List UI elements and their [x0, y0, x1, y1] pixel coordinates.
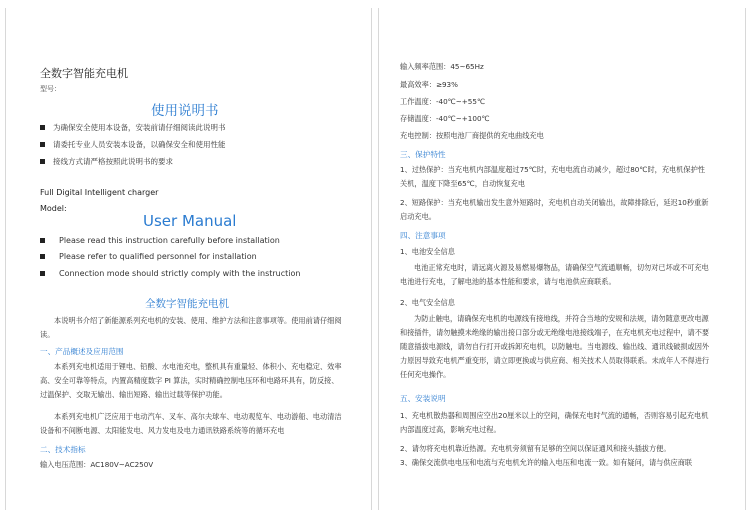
en-model-label: Model:: [40, 204, 67, 213]
section-main-title: 全数字智能充电机: [145, 298, 229, 310]
right-page: [378, 8, 746, 510]
section-3-heading: 三、保护特性: [400, 150, 446, 159]
section-4-sub-1: 1、电池安全信息: [400, 247, 455, 256]
cn-product-title: 全数字智能充电机: [40, 67, 128, 80]
section-3-item-2: 2、短路保护：当充电机输出发生意外短路时，充电机自动关闭输出，故障排除后，延迟10秒重新启动充电。: [400, 198, 709, 221]
bullet-square-icon: [40, 254, 45, 259]
section-5-item-3: 3、确保交流供电电压和电流与充电机允许的输入电压和电流一致。如有疑问，请与供应商联: [400, 458, 693, 467]
bullet-square-icon: [40, 142, 45, 147]
spec-charge-control: 充电控制：按照电池厂商提供的充电曲线充电: [400, 131, 544, 140]
spec-operating-temp: 工作温度：-40℃~+55℃: [400, 97, 486, 106]
cn-bullet-1: 为确保安全使用本设备，安装前请仔细阅读此说明书: [40, 122, 226, 133]
section-1-paragraph-2: 本系列充电机广泛应用于电动汽车、叉车、高尔夫球车、电动观览车、电动游船、电动清洁设备和不间断电源、太阳能发电、风力发电及电力通讯铁路系统等的循环充电: [40, 412, 342, 435]
cn-bullet-3: 接线方式请严格按照此说明书的要求: [40, 156, 173, 167]
section-5-item-2: 2、请勿将充电机靠近热源。充电机旁须留有足够的空间以保证通风和接头插拔方便。: [400, 444, 671, 453]
en-bullet-3: Connection mode should strictly comply with the instruction: [40, 269, 300, 278]
section-4-sub-2: 2、电气安全信息: [400, 298, 455, 307]
intro-paragraph: 本说明书介绍了新能源系列充电机的安装、使用、维护方法和注意事项等。使用前请仔细阅读。: [40, 316, 342, 339]
bullet-square-icon: [40, 159, 45, 164]
section-4-sub-1-paragraph: 电池正常充电时，请远离火源及易燃易爆物品，请确保空气流通顺畅，切勿对已坏或不可充电电池进行充电，了解电池的基本性能和要求，请与电池供应商联系。: [400, 263, 709, 286]
section-3-item-1: 1、过热保护：当充电机内部温度超过75℃时，充电电流自动减少，超过80℃时，充电机保护性关机，温度下降至65℃，自动恢复充电: [400, 165, 705, 188]
spec-input-frequency: 输入频率范围：45~65Hz: [400, 62, 484, 71]
en-bullet-1: Please read this instruction carefully before installation: [40, 236, 280, 245]
cn-bullet-2: 请委托专业人员安装本设备，以确保安全和使用性能: [40, 139, 226, 150]
left-page: [5, 8, 372, 510]
spec-input-voltage: 输入电压范围：AC180V~AC250V: [40, 460, 154, 469]
spec-max-efficiency: 最高效率：≥93%: [400, 80, 458, 89]
spec-storage-temp: 存储温度：-40℃~+100℃: [400, 114, 490, 123]
bullet-square-icon: [40, 125, 45, 130]
cn-manual-title: 使用说明书: [151, 103, 219, 119]
cn-model-label: 型号：: [40, 85, 61, 93]
section-4-sub-2-paragraph: 为防止触电，请确保充电机的电源线有接地线，并符合当地的安规和法规，请勿随意更改电源和接插件，请勿触摸未绝缘的输出接口部分或无绝缘电池接线端子，在充电机充电过程中，请不要随意插拔电源线，请勿自行打开或拆卸充电机，以防触电。当电源线、输出线、通讯线破损或因外力原因导致充电机严重变形，请立即更换或与供应商、相关技术人员取得联系。未成年人不得进行任何充电操作。: [400, 314, 710, 379]
section-4-heading: 四、注意事项: [400, 231, 446, 240]
section-2-heading: 二、技术指标: [40, 445, 86, 454]
section-5-item-1: 1、充电机散热器和周围应空出20厘米以上的空间，确保充电时气流的通畅，否则容易引起充电机内部温度过高，影响充电过程。: [400, 411, 709, 434]
en-manual-title: User Manual: [143, 212, 237, 230]
bullet-square-icon: [40, 271, 45, 276]
section-1-paragraph-1: 本系列充电机适用于锂电、铅酸、水电池充电，整机具有重量轻、体积小、充电稳定、效率高、安全可靠等特点，内置高精度数字 PI 算法，实时精确控制电压环和电路环具有，防反接、过温保护、交取无输出、输出短路、输出过载等保护功能。: [40, 362, 342, 399]
bullet-square-icon: [40, 238, 45, 243]
en-bullet-2: Please refer to qualified personnel for installation: [40, 252, 257, 261]
en-product-title: Full Digital Intelligent charger: [40, 188, 159, 197]
section-5-heading: 五、安装说明: [400, 394, 446, 403]
section-1-heading: 一、产品概述及应用范围: [40, 347, 124, 356]
